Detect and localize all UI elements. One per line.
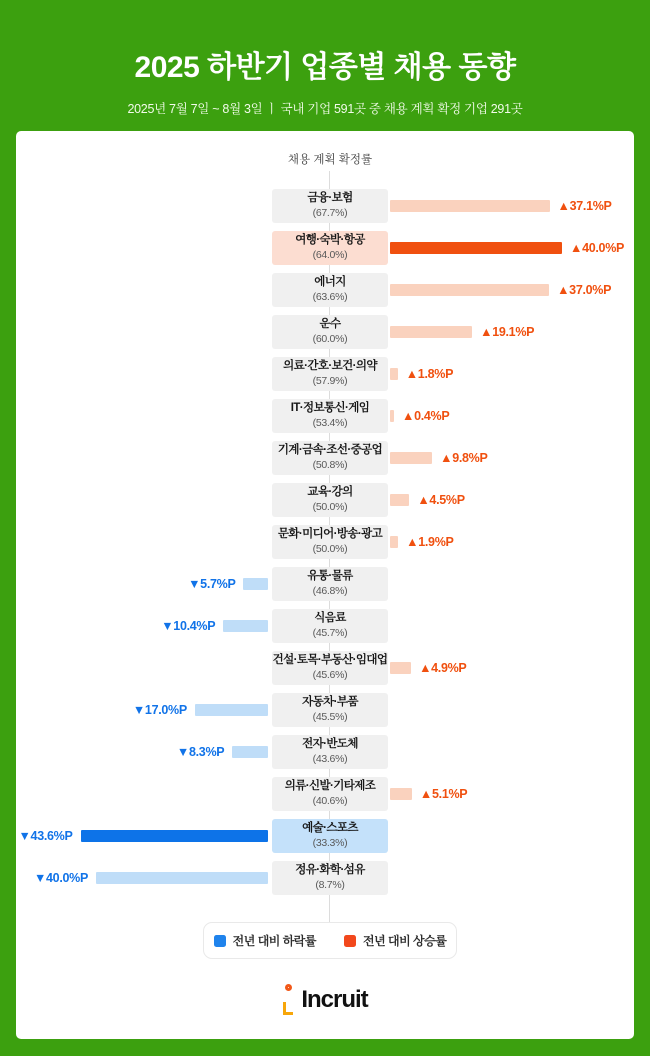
decrease-bar — [96, 872, 268, 884]
delta-label: ▲37.0%P — [557, 283, 612, 297]
delta-label: ▲1.9%P — [406, 535, 454, 549]
industry-box — [272, 651, 388, 685]
industry-name: 금융·보험 — [307, 192, 353, 205]
industry-rate: (45.6%) — [312, 669, 348, 682]
delta-label: ▼8.3%P — [176, 745, 225, 759]
delta-label: ▲5.1%P — [419, 787, 468, 801]
delta-label: ▲9.8%P — [440, 451, 488, 465]
industry-name: 운수 — [319, 318, 341, 331]
increase-bar — [390, 494, 409, 506]
industry-name: 문화·미디어·방송·광고 — [277, 528, 383, 541]
industry-box — [272, 819, 388, 853]
industry-rate: (53.4%) — [312, 417, 348, 430]
increase-bar — [390, 284, 549, 296]
increase-bar — [390, 242, 562, 254]
industry-box — [272, 525, 388, 559]
incruit-logo — [16, 982, 634, 1018]
industry-box — [272, 273, 388, 307]
legend-swatch-icon — [344, 935, 356, 947]
delta-label: ▲4.9%P — [419, 661, 467, 675]
increase-bar — [390, 326, 472, 338]
industry-name: IT·정보통신·게임 — [290, 402, 370, 415]
industry-rate: (64.0%) — [312, 249, 348, 262]
increase-bar — [390, 536, 398, 548]
delta-label: ▼17.0%P — [132, 703, 187, 717]
delta-label: ▲19.1%P — [480, 325, 535, 339]
incruit-logo-icon — [282, 984, 298, 1016]
delta-label: ▼5.7%P — [188, 577, 236, 591]
industry-box — [272, 357, 388, 391]
increase-bar — [390, 200, 550, 212]
industry-box — [272, 735, 388, 769]
decrease-bar — [81, 830, 268, 842]
legend — [203, 922, 457, 959]
decrease-bar — [243, 578, 268, 590]
increase-bar — [390, 788, 412, 800]
industry-name: 유통·물류 — [307, 570, 353, 583]
industry-rate: (33.3%) — [312, 837, 348, 850]
logo-nieun-icon — [283, 1002, 293, 1015]
industry-box — [272, 399, 388, 433]
industry-name: 의료·간호·보건·의약 — [283, 360, 377, 373]
industry-name: 에너지 — [314, 276, 346, 289]
legend-item — [344, 932, 446, 949]
industry-rate: (50.8%) — [312, 459, 348, 472]
industry-box — [272, 609, 388, 643]
industry-name: 정유·화학·섬유 — [295, 864, 365, 877]
decrease-bar — [195, 704, 268, 716]
industry-name: 예술·스포츠 — [302, 822, 358, 835]
page-subtitle: 2025년 7월 7일 ~ 8월 3일 ㅣ 국내 기업 591곳 중 채용 계획 확정 기업 291곳 — [127, 102, 523, 116]
delta-label: ▼43.6%P — [18, 829, 73, 843]
delta-label: ▲40.0%P — [570, 241, 625, 255]
industry-rate: (63.6%) — [312, 291, 348, 304]
industry-name: 교육·강의 — [307, 486, 353, 499]
legend-item — [214, 932, 316, 949]
legend-swatch-icon — [214, 935, 226, 947]
industry-box — [272, 231, 388, 265]
axis-label: 채용 계획 확정률 — [287, 154, 373, 166]
increase-bar — [390, 452, 432, 464]
delta-label: ▲4.5%P — [417, 493, 465, 507]
delta-label: ▲1.8%P — [405, 367, 454, 381]
delta-label: ▼10.4%P — [161, 619, 216, 633]
industry-rate: (46.8%) — [312, 585, 348, 598]
industry-name: 의류·신발·기타제조 — [284, 780, 376, 793]
industry-box — [272, 693, 388, 727]
increase-bar — [390, 410, 394, 422]
industry-rate: (45.5%) — [312, 711, 348, 724]
header — [0, 0, 650, 131]
industry-rate: (40.6%) — [312, 795, 348, 808]
industry-box — [272, 483, 388, 517]
chart-card — [16, 131, 634, 1039]
legend-label: 전년 대비 상승률 — [363, 934, 447, 948]
incruit-logo-text: Incruit — [301, 986, 368, 1013]
industry-box — [272, 567, 388, 601]
industry-name: 자동차·부품 — [302, 696, 358, 709]
industry-name: 전자·반도체 — [302, 738, 358, 751]
logo-ring-icon — [285, 984, 292, 991]
industry-name: 건설·토목·부동산·임대업 — [272, 654, 388, 667]
industry-rate: (43.6%) — [312, 753, 348, 766]
decrease-bar — [232, 746, 268, 758]
industry-rate: (8.7%) — [315, 879, 345, 892]
industry-name: 기계·금속·조선·중공업 — [277, 444, 383, 457]
increase-bar — [390, 662, 411, 674]
delta-label: ▲0.4%P — [402, 409, 450, 423]
industry-rate: (50.0%) — [312, 543, 348, 556]
delta-label: ▼40.0%P — [33, 871, 88, 885]
industry-box — [272, 861, 388, 895]
industry-name: 식음료 — [314, 612, 346, 625]
industry-rate: (50.0%) — [312, 501, 348, 514]
industry-box — [272, 441, 388, 475]
industry-name: 여행·숙박·항공 — [295, 234, 365, 247]
industry-box — [272, 315, 388, 349]
industry-rate: (67.7%) — [312, 207, 348, 220]
industry-box — [272, 777, 388, 811]
industry-rate: (57.9%) — [312, 375, 348, 388]
page-title: 2025 하반기 업종별 채용 동향 — [134, 51, 516, 84]
industry-box — [272, 189, 388, 223]
decrease-bar — [223, 620, 268, 632]
increase-bar — [390, 368, 398, 380]
industry-rate: (60.0%) — [312, 333, 348, 346]
delta-label: ▲37.1%P — [557, 199, 612, 213]
legend-label: 전년 대비 하락률 — [232, 934, 316, 948]
industry-rate: (45.7%) — [312, 627, 348, 640]
